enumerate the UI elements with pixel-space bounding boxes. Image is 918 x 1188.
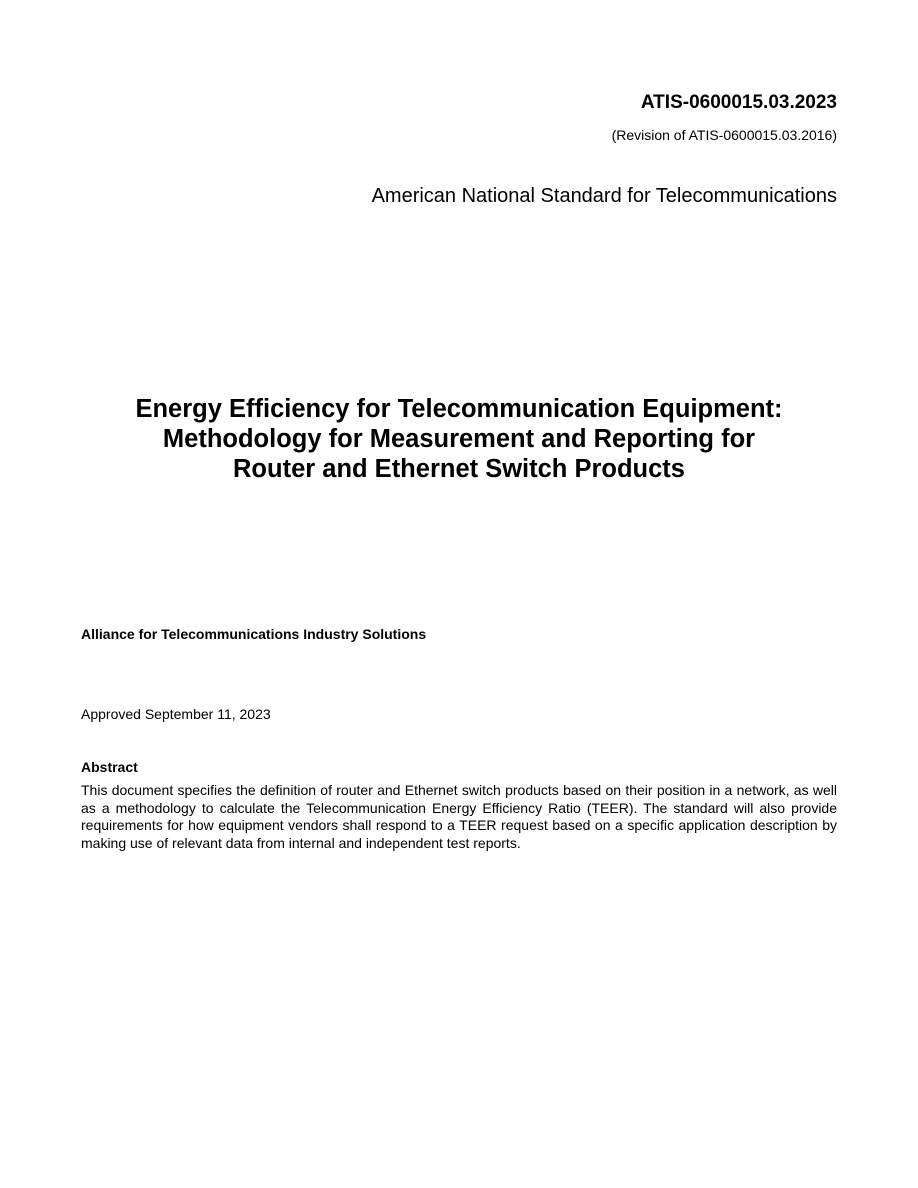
revision-note: (Revision of ATIS-0600015.03.2016) (611, 127, 837, 143)
standard-type: American National Standard for Telecommunications (371, 185, 837, 207)
document-number: ATIS-0600015.03.2023 (640, 92, 837, 113)
approval-date: Approved September 11, 2023 (81, 706, 271, 722)
title-line-1: Energy Efficiency for Telecommunication Equipment: (135, 395, 783, 423)
document-title (60, 394, 858, 484)
title-line-3: Router and Ethernet Switch Products (233, 455, 685, 483)
publisher-name: Alliance for Telecommunications Industry Solutions (81, 626, 427, 642)
title-line-2: Methodology for Measurement and Reporting for (162, 425, 756, 453)
abstract-heading: Abstract (81, 759, 138, 775)
abstract-body: This document specifies the definition of router and Ethernet switch products based on their position in a network, as well as a methodology to calculate the Telecommunication Energy Efficiency Ratio (TEER). The standard will also provide requirements for how equipment vendors shall respond to a TEER request based on a specific application description by making use of relevant data from internal and independent test reports. (81, 782, 837, 851)
